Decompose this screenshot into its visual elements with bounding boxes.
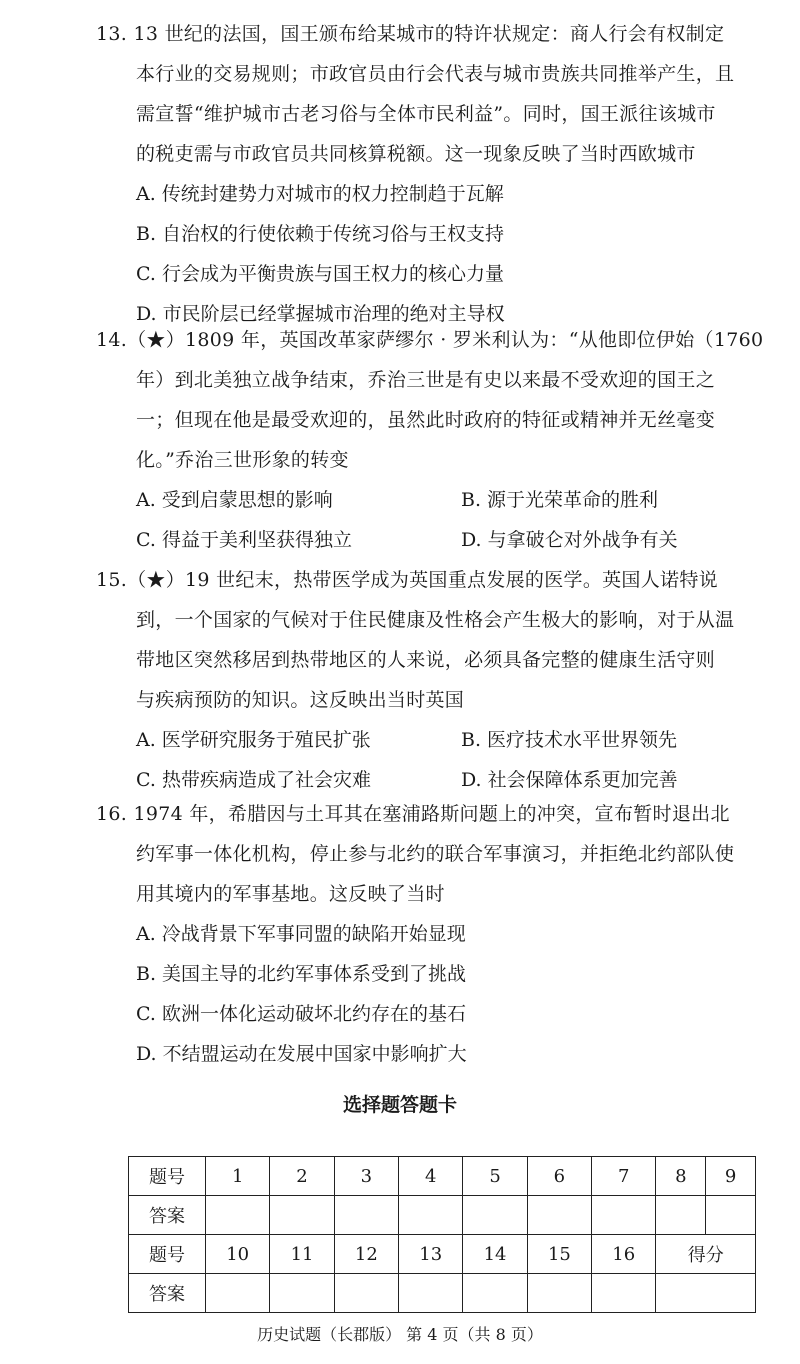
question-number-cell: 16 (592, 1235, 656, 1274)
question-number-cell: 13 (399, 1235, 463, 1274)
question-number-cell: 4 (399, 1157, 463, 1196)
answer-card-answer-row-1 (129, 1196, 756, 1235)
question-13-option-c: C. 行会成为平衡贵族与国王权力的核心力量 (136, 263, 504, 285)
answer-cell-2[interactable] (270, 1196, 334, 1235)
question-14-option-c: C. 得益于美利坚获得独立 (136, 529, 352, 551)
question-16-option-a: A. 冷战背景下军事同盟的缺陷开始显现 (136, 923, 466, 945)
question-16-line-1: 16. 1974 年，希腊因与土耳其在塞浦路斯问题上的冲突，宣布暂时退出北 (96, 803, 730, 825)
question-16 (96, 794, 786, 1074)
answer-cell-5[interactable] (463, 1196, 527, 1235)
question-number-cell: 6 (527, 1157, 591, 1196)
answer-cell-7[interactable] (592, 1196, 656, 1235)
question-16-option-d: D. 不结盟运动在发展中国家中影响扩大 (136, 1043, 467, 1065)
question-15-line-3: 带地区突然移居到热带地区的人来说，必须具备完整的健康生活守则 (136, 649, 716, 671)
answer-cell-14[interactable] (463, 1274, 527, 1313)
answer-cell-9[interactable] (706, 1196, 756, 1235)
question-13-line-4: 的税吏需与市政官员共同核算税额。这一现象反映了当时西欧城市 (136, 143, 696, 165)
question-number-cell: 1 (206, 1157, 270, 1196)
question-number-cell: 10 (206, 1235, 270, 1274)
question-13-option-d: D. 市民阶层已经掌握城市治理的绝对主导权 (136, 303, 505, 325)
answer-cell-6[interactable] (527, 1196, 591, 1235)
question-number-cell: 11 (270, 1235, 334, 1274)
question-14 (96, 320, 786, 560)
answer-cell-12[interactable] (334, 1274, 398, 1313)
question-15 (96, 560, 786, 800)
question-15-option-a: A. 医学研究服务于殖民扩张 (136, 729, 371, 751)
question-15-option-c: C. 热带疾病造成了社会灾难 (136, 769, 371, 791)
question-14-option-a: A. 受到启蒙思想的影响 (136, 489, 333, 511)
answer-card-table (128, 1156, 756, 1313)
question-16-line-2: 约军事一体化机构，停止参与北约的联合军事演习，并拒绝北约部队使 (136, 843, 735, 865)
answer-card-number-row-2 (129, 1235, 756, 1274)
answer-cell-16[interactable] (592, 1274, 656, 1313)
question-15-line-1: 15.（★）19 世纪末，热带医学成为英国重点发展的医学。英国人诺特说 (96, 569, 718, 591)
answer-cell-4[interactable] (399, 1196, 463, 1235)
answer-cell-1[interactable] (206, 1196, 270, 1235)
answer-cell-10[interactable] (206, 1274, 270, 1313)
question-16-line-3: 用其境内的军事基地。这反映了当时 (136, 883, 445, 905)
answer-card-title: 选择题答题卡 (342, 1094, 457, 1116)
question-15-line-2: 到，一个国家的气候对于住民健康及性格会产生极大的影响，对于从温 (136, 609, 735, 631)
question-14-line-3: 一；但现在他是最受欢迎的，虽然此时政府的特征或精神并无丝毫变 (136, 409, 716, 431)
answer-cell-15[interactable] (527, 1274, 591, 1313)
answer-cell-8[interactable] (656, 1196, 706, 1235)
question-15-option-b: B. 医疗技术水平世界领先 (461, 729, 678, 751)
question-15-line-4: 与疾病预防的知识。这反映出当时英国 (136, 689, 465, 711)
question-number-cell: 5 (463, 1157, 527, 1196)
answer-card-number-row-1 (129, 1157, 756, 1196)
answer-card-answer-row-2 (129, 1274, 756, 1313)
score-label: 得分 (656, 1235, 756, 1274)
question-number-cell: 2 (270, 1157, 334, 1196)
question-13-line-1: 13. 13 世纪的法国，国王颁布给某城市的特许状规定：商人行会有权制定 (96, 23, 725, 45)
question-number-cell: 12 (334, 1235, 398, 1274)
question-14-options-row-1 (96, 480, 786, 520)
question-15-options-row-1 (96, 720, 786, 760)
question-14-option-d: D. 与拿破仑对外战争有关 (461, 529, 678, 551)
answer-cell-11[interactable] (270, 1274, 334, 1313)
question-number-cell: 9 (706, 1157, 756, 1196)
question-number-cell: 7 (592, 1157, 656, 1196)
question-13-line-3: 需宣誓“维护城市古老习俗与全体市民利益”。同时，国王派往该城市 (136, 103, 716, 125)
row-label-number: 题号 (129, 1157, 206, 1196)
question-14-option-b: B. 源于光荣革命的胜利 (461, 489, 659, 511)
row-label-answer: 答案 (129, 1274, 206, 1313)
question-number-cell: 8 (656, 1157, 706, 1196)
question-16-option-c: C. 欧洲一体化运动破坏北约存在的基石 (136, 1003, 466, 1025)
question-13-line-2: 本行业的交易规则；市政官员由行会代表与城市贵族共同推举产生，且 (136, 63, 735, 85)
question-13 (96, 14, 786, 334)
question-14-line-1: 14.（★）1809 年，英国改革家萨缪尔 · 罗米利认为：“从他即位伊始（1760 (96, 329, 764, 351)
page-footer: 历史试题（长郡版） 第 4 页（共 8 页） (257, 1325, 543, 1344)
question-number-cell: 3 (334, 1157, 398, 1196)
question-14-line-4: 化。”乔治三世形象的转变 (136, 449, 349, 471)
score-cell[interactable] (656, 1274, 756, 1313)
question-13-option-b: B. 自治权的行使依赖于传统习俗与王权支持 (136, 223, 505, 245)
question-14-options-row-2 (96, 520, 786, 560)
answer-cell-3[interactable] (334, 1196, 398, 1235)
question-15-option-d: D. 社会保障体系更加完善 (461, 769, 678, 791)
row-label-number: 题号 (129, 1235, 206, 1274)
row-label-answer: 答案 (129, 1196, 206, 1235)
question-13-option-a: A. 传统封建势力对城市的权力控制趋于瓦解 (136, 183, 504, 205)
question-number-cell: 15 (527, 1235, 591, 1274)
question-14-line-2: 年）到北美独立战争结束，乔治三世是有史以来最不受欢迎的国王之 (136, 369, 716, 391)
question-16-option-b: B. 美国主导的北约军事体系受到了挑战 (136, 963, 467, 985)
answer-cell-13[interactable] (399, 1274, 463, 1313)
question-number-cell: 14 (463, 1235, 527, 1274)
